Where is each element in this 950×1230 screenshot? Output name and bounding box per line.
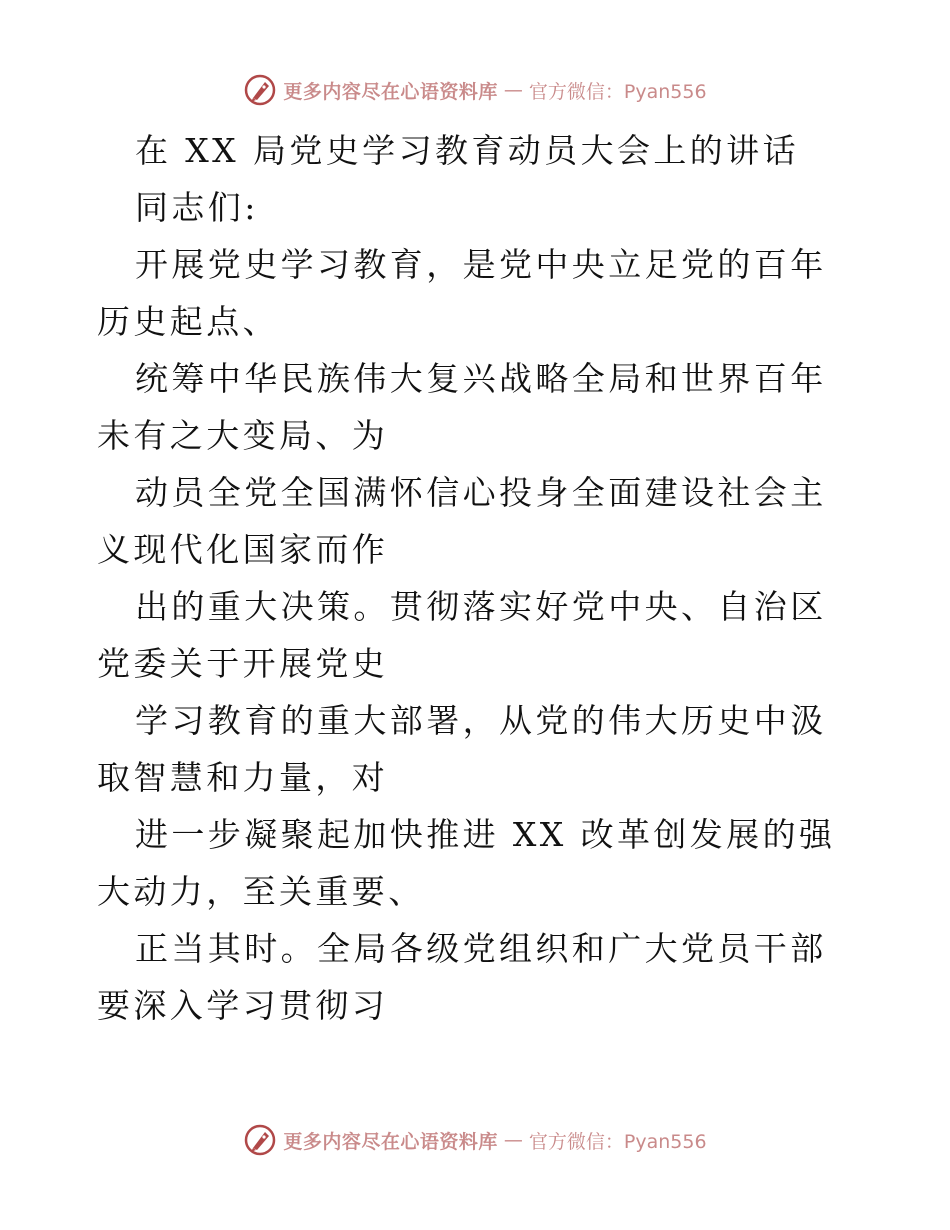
document-greeting: 同志们: (135, 188, 259, 227)
watermark-brand-text: 更多内容尽在心语资料库 (283, 80, 498, 103)
document-body (97, 122, 857, 1034)
paragraph: 学习教育的重大部署，从党的伟大历史中汲取智慧和力量，对 (97, 701, 827, 797)
paragraph: 统筹中华民族伟大复兴战略全局和世界百年未有之大变局、为 (97, 359, 827, 455)
paragraph: 出的重大决策。贯彻落实好党中央、自治区党委关于开展党史 (97, 587, 827, 683)
paragraph: 动员全党全国满怀信心投身全面建设社会主义现代化国家而作 (97, 473, 827, 569)
footer-watermark (0, 1120, 950, 1160)
watermark-brand-text: 更多内容尽在心语资料库 (283, 1130, 498, 1153)
paragraph: 进一步凝聚起加快推进 XX 改革创发展的强大动力，至关重要、 (97, 815, 836, 911)
watermark-separator: — (503, 1129, 523, 1151)
paragraph: 开展党史学习教育，是党中央立足党的百年历史起点、 (97, 245, 827, 341)
pen-nib-logo-icon (243, 73, 277, 107)
header-watermark (0, 70, 950, 110)
pen-nib-logo-icon (243, 1123, 277, 1157)
document-title: 在 XX 局党史学习教育动员大会上的讲话 (135, 131, 799, 170)
watermark-contact-text: 官方微信：Pyan556 (528, 1130, 707, 1153)
paragraph: 正当其时。全局各级党组织和广大党员干部要深入学习贯彻习 (97, 929, 827, 1025)
watermark-contact-text: 官方微信：Pyan556 (528, 80, 707, 103)
watermark-separator: — (503, 79, 523, 101)
